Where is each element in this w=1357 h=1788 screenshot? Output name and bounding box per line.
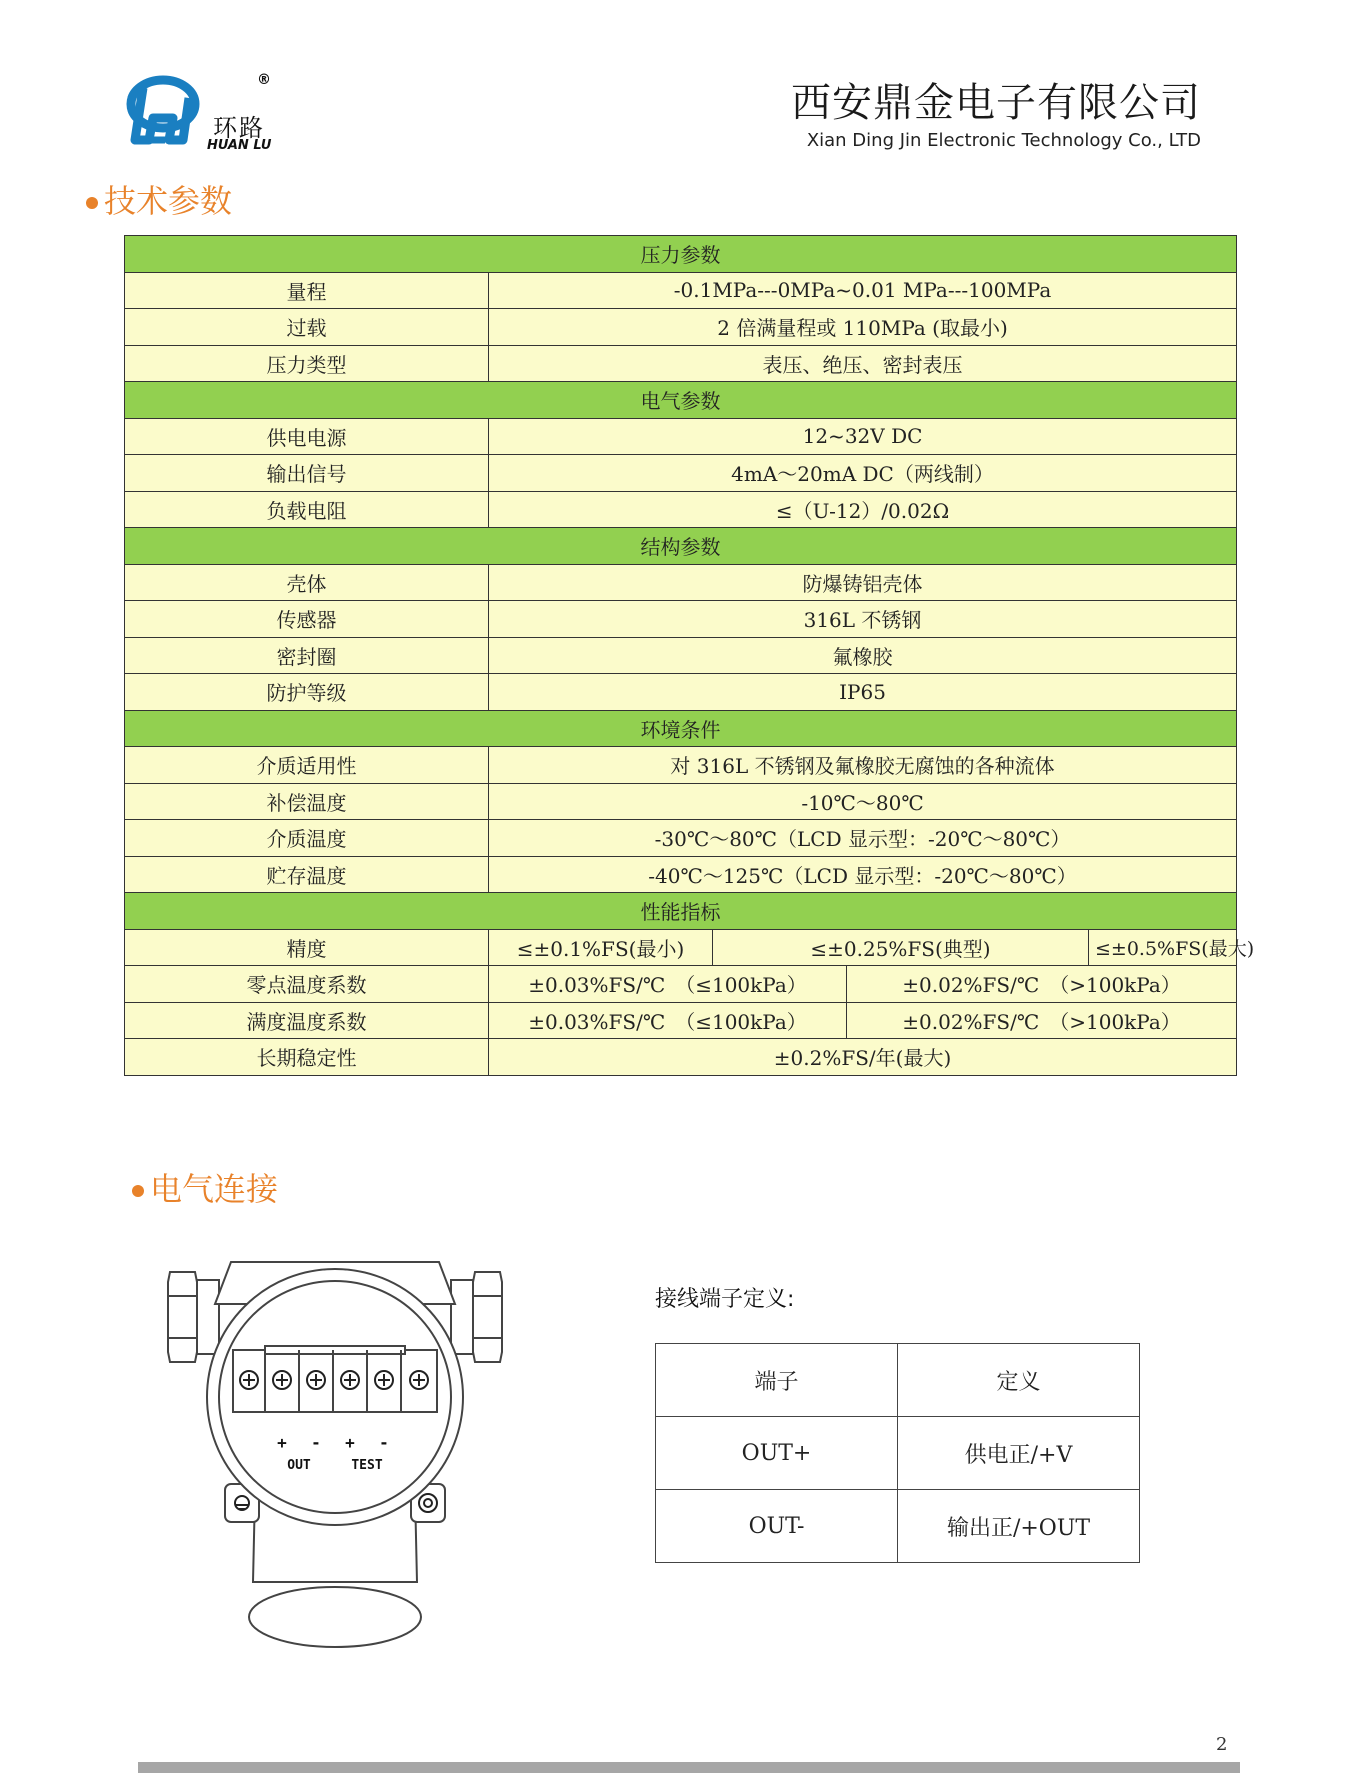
transmitter-housing-icon bbox=[165, 1262, 505, 1642]
wiring-terminal: OUT- bbox=[656, 1490, 898, 1563]
table-row bbox=[125, 1039, 1237, 1076]
param-label: 量程 bbox=[125, 272, 489, 309]
logo-text-cn: 环路 bbox=[213, 114, 265, 142]
table-row bbox=[125, 309, 1237, 346]
wiring-header-terminal: 端子 bbox=[656, 1344, 898, 1417]
param-label: 满度温度系数 bbox=[125, 1002, 489, 1039]
param-value: ≤（U-12）/0.02Ω bbox=[489, 491, 1237, 528]
table-row bbox=[656, 1344, 1140, 1417]
param-label: 负载电阻 bbox=[125, 491, 489, 528]
wiring-definition: 供电正/+V bbox=[898, 1417, 1140, 1490]
section-title-text: 技术参数 bbox=[104, 182, 233, 220]
param-value: IP65 bbox=[489, 674, 1237, 711]
param-value: ≤±0.25%FS(典型) bbox=[713, 929, 1089, 966]
param-label: 防护等级 bbox=[125, 674, 489, 711]
group-header-pressure: 压力参数 bbox=[125, 236, 1237, 273]
param-value: ±0.03%FS/℃ （≤100kPa） bbox=[489, 966, 847, 1003]
table-row bbox=[125, 783, 1237, 820]
param-label: 传感器 bbox=[125, 601, 489, 638]
param-value: ±0.2%FS/年(最大) bbox=[489, 1039, 1237, 1076]
wiring-header-definition: 定义 bbox=[898, 1344, 1140, 1417]
group-header-performance: 性能指标 bbox=[125, 893, 1237, 930]
bullet-icon bbox=[132, 1185, 144, 1197]
table-row bbox=[125, 272, 1237, 309]
group-header-electrical: 电气参数 bbox=[125, 382, 1237, 419]
table-row bbox=[125, 674, 1237, 711]
param-value: ±0.02%FS/℃ （>100kPa） bbox=[847, 1002, 1237, 1039]
group-header-environment: 环境条件 bbox=[125, 710, 1237, 747]
table-row bbox=[125, 1002, 1237, 1039]
section-title-text: 电气连接 bbox=[150, 1170, 279, 1208]
param-label: 压力类型 bbox=[125, 345, 489, 382]
table-row bbox=[125, 528, 1237, 565]
terminal-sign-minus-1: - bbox=[311, 1433, 321, 1452]
page-number: 2 bbox=[1216, 1734, 1228, 1755]
section-title-tech bbox=[86, 176, 232, 222]
param-label: 长期稳定性 bbox=[125, 1039, 489, 1076]
param-label: 供电电源 bbox=[125, 418, 489, 455]
param-label: 过载 bbox=[125, 309, 489, 346]
terminal-label-out: OUT bbox=[287, 1458, 311, 1473]
terminal-sign-plus-2: + bbox=[345, 1433, 355, 1452]
table-row bbox=[125, 345, 1237, 382]
param-label: 贮存温度 bbox=[125, 856, 489, 893]
param-value: ≤±0.5%FS(最大) bbox=[1089, 929, 1237, 966]
table-row bbox=[125, 418, 1237, 455]
bullet-icon bbox=[86, 197, 98, 209]
param-value: ±0.03%FS/℃ （≤100kPa） bbox=[489, 1002, 847, 1039]
table-row bbox=[656, 1490, 1140, 1563]
table-row bbox=[125, 966, 1237, 1003]
logo-text-en: HUAN LU bbox=[207, 138, 272, 153]
param-value: 对 316L 不锈钢及氟橡胶无腐蚀的各种流体 bbox=[489, 747, 1237, 784]
param-label: 补偿温度 bbox=[125, 783, 489, 820]
wiring-definition: 输出正/+OUT bbox=[898, 1490, 1140, 1563]
param-value: ±0.02%FS/℃ （>100kPa） bbox=[847, 966, 1237, 1003]
wiring-table bbox=[655, 1343, 1140, 1563]
company-name-en: Xian Ding Jin Electronic Technology Co., LTD bbox=[806, 130, 1201, 151]
param-value: 氟橡胶 bbox=[489, 637, 1237, 674]
wiring-terminal: OUT+ bbox=[656, 1417, 898, 1490]
table-row bbox=[125, 710, 1237, 747]
terminal-sign-plus-1: + bbox=[277, 1433, 287, 1452]
param-label: 精度 bbox=[125, 929, 489, 966]
hl-logo-icon bbox=[125, 68, 215, 158]
table-row bbox=[125, 382, 1237, 419]
param-label: 输出信号 bbox=[125, 455, 489, 492]
group-header-structure: 结构参数 bbox=[125, 528, 1237, 565]
table-row bbox=[125, 637, 1237, 674]
param-label: 介质温度 bbox=[125, 820, 489, 857]
wiring-title: 接线端子定义: bbox=[655, 1287, 795, 1312]
table-row bbox=[125, 455, 1237, 492]
terminal-label-test: TEST bbox=[351, 1458, 383, 1473]
footer-divider bbox=[138, 1762, 1240, 1773]
company-logo bbox=[125, 68, 285, 158]
table-row bbox=[125, 236, 1237, 273]
table-row bbox=[125, 820, 1237, 857]
param-label: 介质适用性 bbox=[125, 747, 489, 784]
table-row bbox=[125, 856, 1237, 893]
terminal-diagram bbox=[165, 1262, 505, 1642]
table-row bbox=[125, 564, 1237, 601]
table-row bbox=[125, 491, 1237, 528]
param-value: ≤±0.1%FS(最小) bbox=[489, 929, 713, 966]
param-value: 12~32V DC bbox=[489, 418, 1237, 455]
param-value: 316L 不锈钢 bbox=[489, 601, 1237, 638]
param-value: -10℃～80℃ bbox=[489, 783, 1237, 820]
table-row bbox=[125, 747, 1237, 784]
param-label: 密封圈 bbox=[125, 637, 489, 674]
param-value: 2 倍满量程或 110MPa (取最小) bbox=[489, 309, 1237, 346]
param-value: 表压、绝压、密封表压 bbox=[489, 345, 1237, 382]
param-label: 零点温度系数 bbox=[125, 966, 489, 1003]
table-row bbox=[125, 893, 1237, 930]
table-row bbox=[125, 929, 1237, 966]
param-value: 防爆铸铝壳体 bbox=[489, 564, 1237, 601]
table-row bbox=[125, 601, 1237, 638]
spec-table bbox=[124, 235, 1255, 1076]
param-value: 4mA～20mA DC（两线制） bbox=[489, 455, 1237, 492]
table-row bbox=[656, 1417, 1140, 1490]
param-value: -30℃～80℃（LCD 显示型：-20℃～80℃） bbox=[489, 820, 1237, 857]
terminal-sign-minus-2: - bbox=[379, 1433, 389, 1452]
param-value: -40℃～125℃（LCD 显示型：-20℃～80℃） bbox=[489, 856, 1237, 893]
company-name-cn: 西安鼎金电子有限公司 bbox=[791, 80, 1201, 126]
registered-mark: ® bbox=[257, 72, 271, 88]
section-title-electrical bbox=[132, 1164, 278, 1210]
company-header bbox=[791, 80, 1201, 151]
param-value: -0.1MPa---0MPa~0.01 MPa---100MPa bbox=[489, 272, 1237, 309]
param-label: 壳体 bbox=[125, 564, 489, 601]
